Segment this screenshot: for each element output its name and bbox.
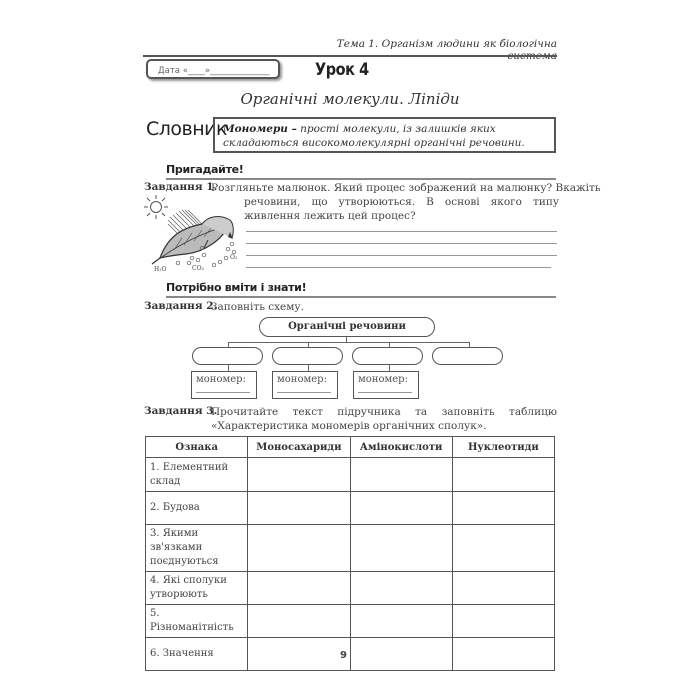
monomers-table xyxy=(145,436,555,671)
answer-line[interactable] xyxy=(246,231,557,232)
answer-cell[interactable] xyxy=(350,572,452,605)
task1-text-rest: речовини, що утворюються. В основі якого типу живлення лежить цей процес? xyxy=(244,196,559,222)
answer-cell[interactable] xyxy=(248,605,350,638)
row-label: 4. Які сполуки утворюють xyxy=(146,572,248,605)
answer-cell[interactable] xyxy=(248,638,350,671)
task1-text-line1: Розгляньте малюнок. Який процес зображений на малюнку? Вкажіть xyxy=(211,182,601,194)
table-header-row xyxy=(146,437,555,458)
glossary-label: Словник xyxy=(146,118,227,140)
monomer-box-1[interactable] xyxy=(191,371,257,399)
monomer-box-2[interactable] xyxy=(272,371,338,399)
answer-cell[interactable] xyxy=(350,492,452,525)
table-row xyxy=(146,525,555,572)
page-number: 9 xyxy=(340,650,347,661)
section-recall-title: Пригадайте! xyxy=(166,163,244,176)
running-head: Тема 1. Організм людини як біологічна система xyxy=(336,38,557,62)
answer-line[interactable] xyxy=(246,255,557,256)
task2-label: Завдання 2. xyxy=(144,300,218,312)
table-header-nucleotides: Нуклеотиди xyxy=(452,437,554,458)
co2-label: CO₂ xyxy=(192,265,204,272)
answer-cell[interactable] xyxy=(350,605,452,638)
task3-label: Завдання 3. xyxy=(144,405,218,417)
scheme-blank-node-3[interactable] xyxy=(352,347,423,365)
section-recall-rule xyxy=(166,178,556,180)
glossary-term: Мономери – xyxy=(223,123,297,135)
table-row xyxy=(146,572,555,605)
date-field[interactable]: Дата «____»______________ xyxy=(146,59,280,79)
answer-cell[interactable] xyxy=(452,638,554,671)
scheme-blank-node-2[interactable] xyxy=(272,347,343,365)
connector xyxy=(228,342,469,343)
answer-cell[interactable] xyxy=(452,572,554,605)
monomer-answer-line[interactable] xyxy=(277,392,331,393)
row-label: 1. Елементний склад xyxy=(146,458,248,492)
task3-text: Прочитайте текст підручника та заповніть таблицю «Характеристика мономерів органічних сполук». xyxy=(211,406,557,432)
lesson-number: Урок 4 xyxy=(315,60,369,80)
o2-label: O₂ xyxy=(230,254,238,261)
section-know-rule xyxy=(166,296,556,298)
header-rule xyxy=(143,55,557,57)
answer-cell[interactable] xyxy=(248,525,350,572)
answer-cell[interactable] xyxy=(452,525,554,572)
section-know-title: Потрібно вміти і знати! xyxy=(166,281,307,294)
monomer-label: мономер: xyxy=(196,374,246,385)
task1-label: Завдання 1. xyxy=(144,181,218,193)
monomer-box-3[interactable] xyxy=(353,371,419,399)
glossary-definition: прості молекули, із залишків яких складаються високомолекулярні органічні речовини. xyxy=(223,123,525,149)
monomer-label: мономер: xyxy=(358,374,408,385)
answer-cell[interactable] xyxy=(248,572,350,605)
answer-cell[interactable] xyxy=(248,492,350,525)
answer-line[interactable] xyxy=(246,267,551,268)
scheme-blank-node-4[interactable] xyxy=(432,347,503,365)
answer-cell[interactable] xyxy=(350,638,452,671)
topic-title: Органічні молекули. Ліпіди xyxy=(240,90,460,108)
monomer-answer-line[interactable] xyxy=(358,392,412,393)
answer-cell[interactable] xyxy=(452,605,554,638)
answer-cell[interactable] xyxy=(350,525,452,572)
glossary-definition-box xyxy=(213,117,556,153)
table-header-monosaccharides: Моносахариди xyxy=(248,437,350,458)
row-label: 3. Якими зв'язками поєднуються xyxy=(146,525,248,572)
answer-cell[interactable] xyxy=(452,458,554,492)
answer-cell[interactable] xyxy=(350,458,452,492)
leaf-icon xyxy=(152,217,233,264)
scheme-blank-node-1[interactable] xyxy=(192,347,263,365)
photosynthesis-illustration xyxy=(142,192,247,274)
table-row xyxy=(146,605,555,638)
row-label: 6. Значення xyxy=(146,638,248,671)
table-row xyxy=(146,458,555,492)
h2o-label: H₂O xyxy=(154,266,167,273)
row-label: 2. Будова xyxy=(146,492,248,525)
answer-cell[interactable] xyxy=(248,458,350,492)
table-header-amino-acids: Амінокислоти xyxy=(350,437,452,458)
scheme-root-node: Органічні речовини xyxy=(259,317,435,337)
monomer-answer-line[interactable] xyxy=(196,392,250,393)
row-label: 5. Різноманітність xyxy=(146,605,248,638)
table-header-feature: Ознака xyxy=(146,437,248,458)
sun-icon xyxy=(144,195,168,219)
answer-cell[interactable] xyxy=(452,492,554,525)
table-row xyxy=(146,492,555,525)
monomer-label: мономер: xyxy=(277,374,327,385)
table-row xyxy=(146,638,555,671)
task2-text: Заповніть схему. xyxy=(211,301,304,313)
answer-line[interactable] xyxy=(246,243,557,244)
